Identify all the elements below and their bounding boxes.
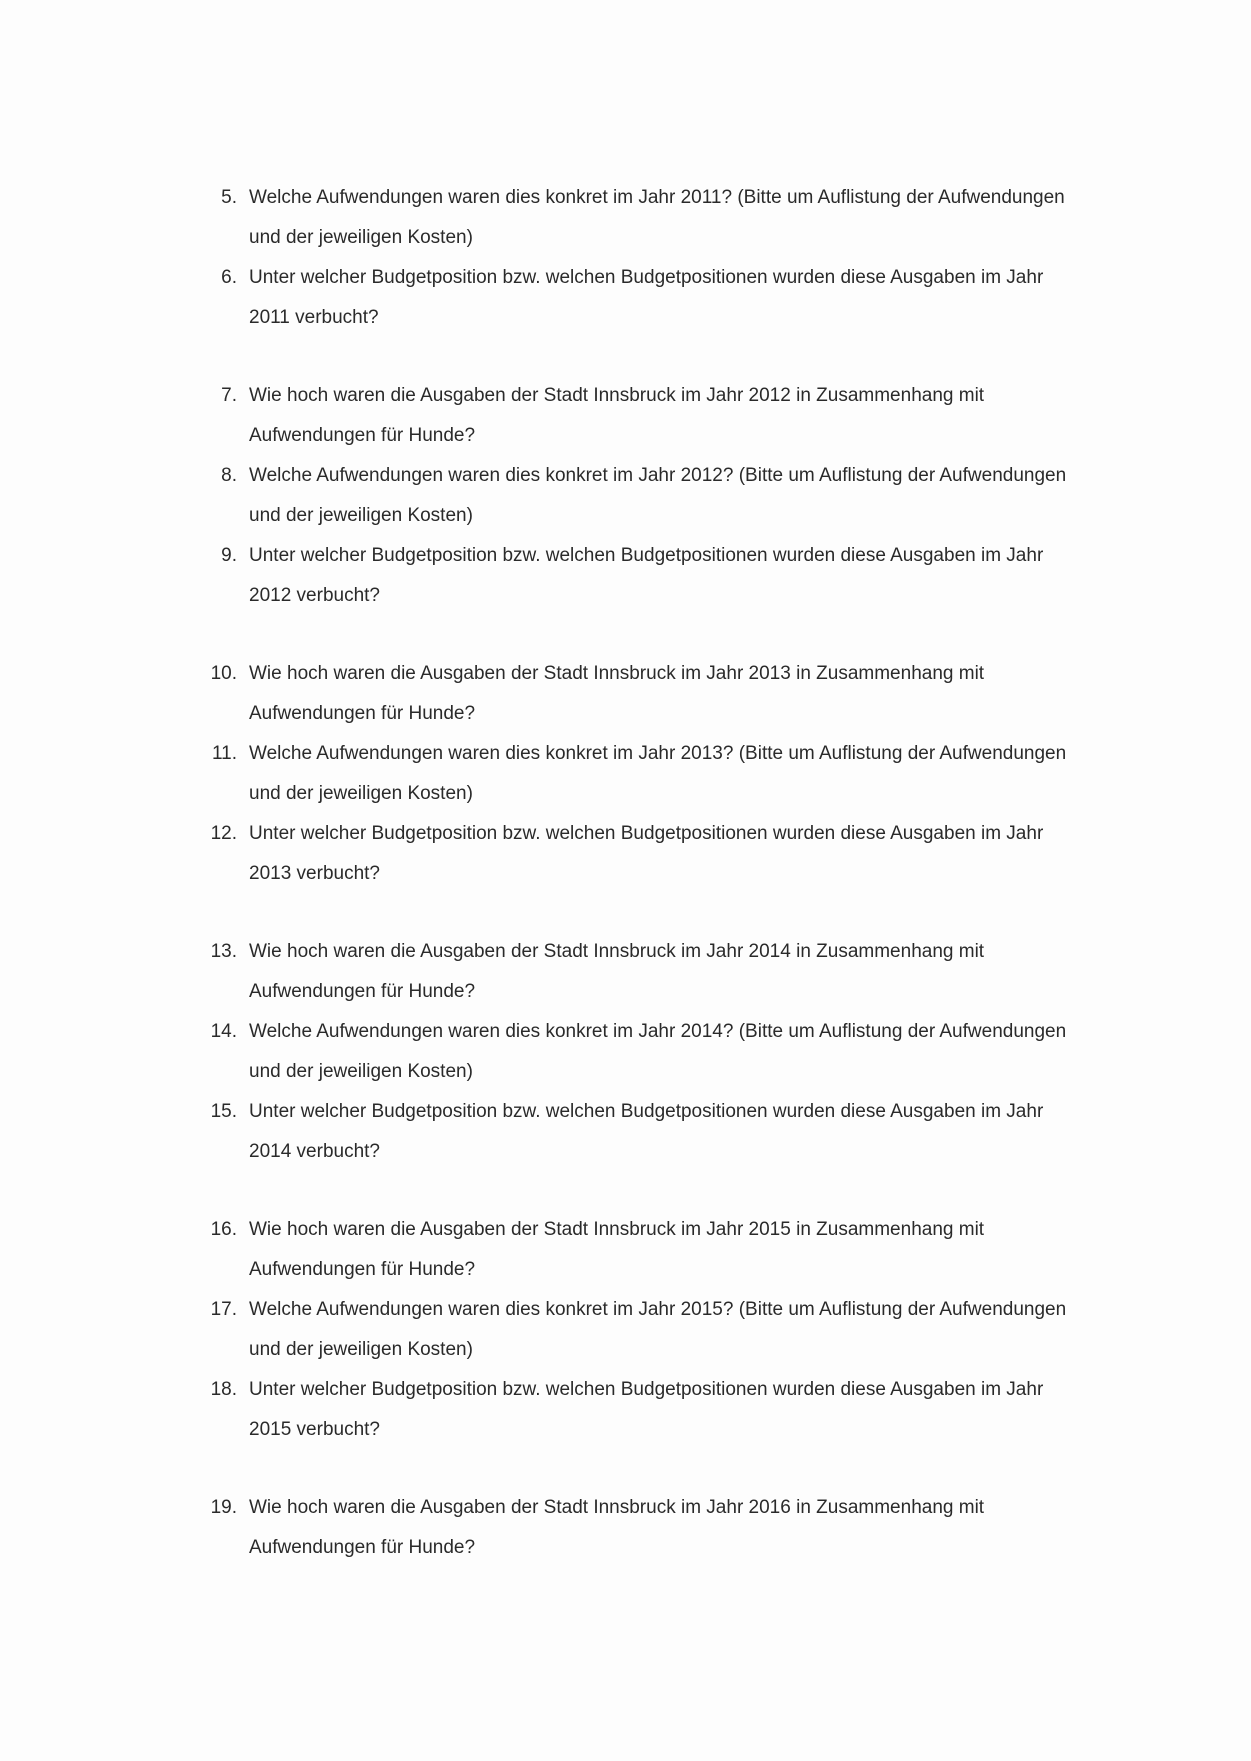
question-number: 18. [210,1379,237,1400]
question-number: 10. [210,663,237,684]
question-item [0,734,1251,814]
question-item [0,536,1251,616]
question-group-2014 [0,932,1251,1172]
question-text: Welche Aufwendungen waren dies konkret im Jahr 2013? (Bitte um Auflistung der Aufwendungen und der jeweiligen Kosten) [249,743,1067,804]
question-text: Wie hoch waren die Ausgaben der Stadt Innsbruck im Jahr 2012 in Zusammenhang mit Aufwendungen für Hunde? [249,385,985,446]
question-item [0,814,1251,894]
question-text: Unter welcher Budgetposition bzw. welchen Budgetpositionen wurden diese Ausgaben im Jahr 2011 verbucht? [249,267,1044,328]
question-number: 7. [221,385,237,406]
question-text: Wie hoch waren die Ausgaben der Stadt Innsbruck im Jahr 2014 in Zusammenhang mit Aufwendungen für Hunde? [249,941,985,1002]
question-number: 5. [221,187,237,208]
question-item [0,654,1251,734]
question-number: 8. [221,465,237,486]
question-number: 13. [210,941,237,962]
question-number: 12. [210,823,237,844]
question-number: 15. [210,1101,237,1122]
question-group-2012 [0,376,1251,616]
question-text: Unter welcher Budgetposition bzw. welchen Budgetpositionen wurden diese Ausgaben im Jahr 2013 verbucht? [249,823,1044,884]
question-number: 9. [221,545,237,566]
question-number: 14. [210,1021,237,1042]
question-text: Wie hoch waren die Ausgaben der Stadt Innsbruck im Jahr 2016 in Zusammenhang mit Aufwendungen für Hunde? [249,1497,985,1558]
question-item [0,1012,1251,1092]
question-group-2011 [0,178,1251,338]
question-text: Unter welcher Budgetposition bzw. welchen Budgetpositionen wurden diese Ausgaben im Jahr 2012 verbucht? [249,545,1044,606]
question-item [0,1210,1251,1290]
question-text: Unter welcher Budgetposition bzw. welchen Budgetpositionen wurden diese Ausgaben im Jahr 2015 verbucht? [249,1379,1044,1440]
question-text: Welche Aufwendungen waren dies konkret im Jahr 2015? (Bitte um Auflistung der Aufwendungen und der jeweiligen Kosten) [249,1299,1067,1360]
question-group-2015 [0,1210,1251,1450]
question-item [0,1290,1251,1370]
question-text: Welche Aufwendungen waren dies konkret im Jahr 2011? (Bitte um Auflistung der Aufwendungen und der jeweiligen Kosten) [249,187,1065,248]
question-group-2016 [0,1488,1251,1568]
question-text: Wie hoch waren die Ausgaben der Stadt Innsbruck im Jahr 2015 in Zusammenhang mit Aufwendungen für Hunde? [249,1219,985,1280]
question-text: Welche Aufwendungen waren dies konkret im Jahr 2014? (Bitte um Auflistung der Aufwendungen und der jeweiligen Kosten) [249,1021,1067,1082]
question-group-2013 [0,654,1251,894]
question-number: 17. [210,1299,237,1320]
question-text: Wie hoch waren die Ausgaben der Stadt Innsbruck im Jahr 2013 in Zusammenhang mit Aufwendungen für Hunde? [249,663,985,724]
question-list [0,178,1251,1606]
question-item [0,178,1251,258]
question-number: 19. [210,1497,237,1518]
question-number: 6. [221,267,237,288]
question-item [0,932,1251,1012]
question-number: 16. [210,1219,237,1240]
question-item [0,258,1251,338]
question-item [0,1370,1251,1450]
question-text: Unter welcher Budgetposition bzw. welchen Budgetpositionen wurden diese Ausgaben im Jahr 2014 verbucht? [249,1101,1044,1162]
question-item [0,1092,1251,1172]
question-number: 11. [211,743,237,764]
question-item [0,1488,1251,1568]
question-item [0,376,1251,456]
question-item [0,456,1251,536]
question-text: Welche Aufwendungen waren dies konkret im Jahr 2012? (Bitte um Auflistung der Aufwendungen und der jeweiligen Kosten) [249,465,1067,526]
